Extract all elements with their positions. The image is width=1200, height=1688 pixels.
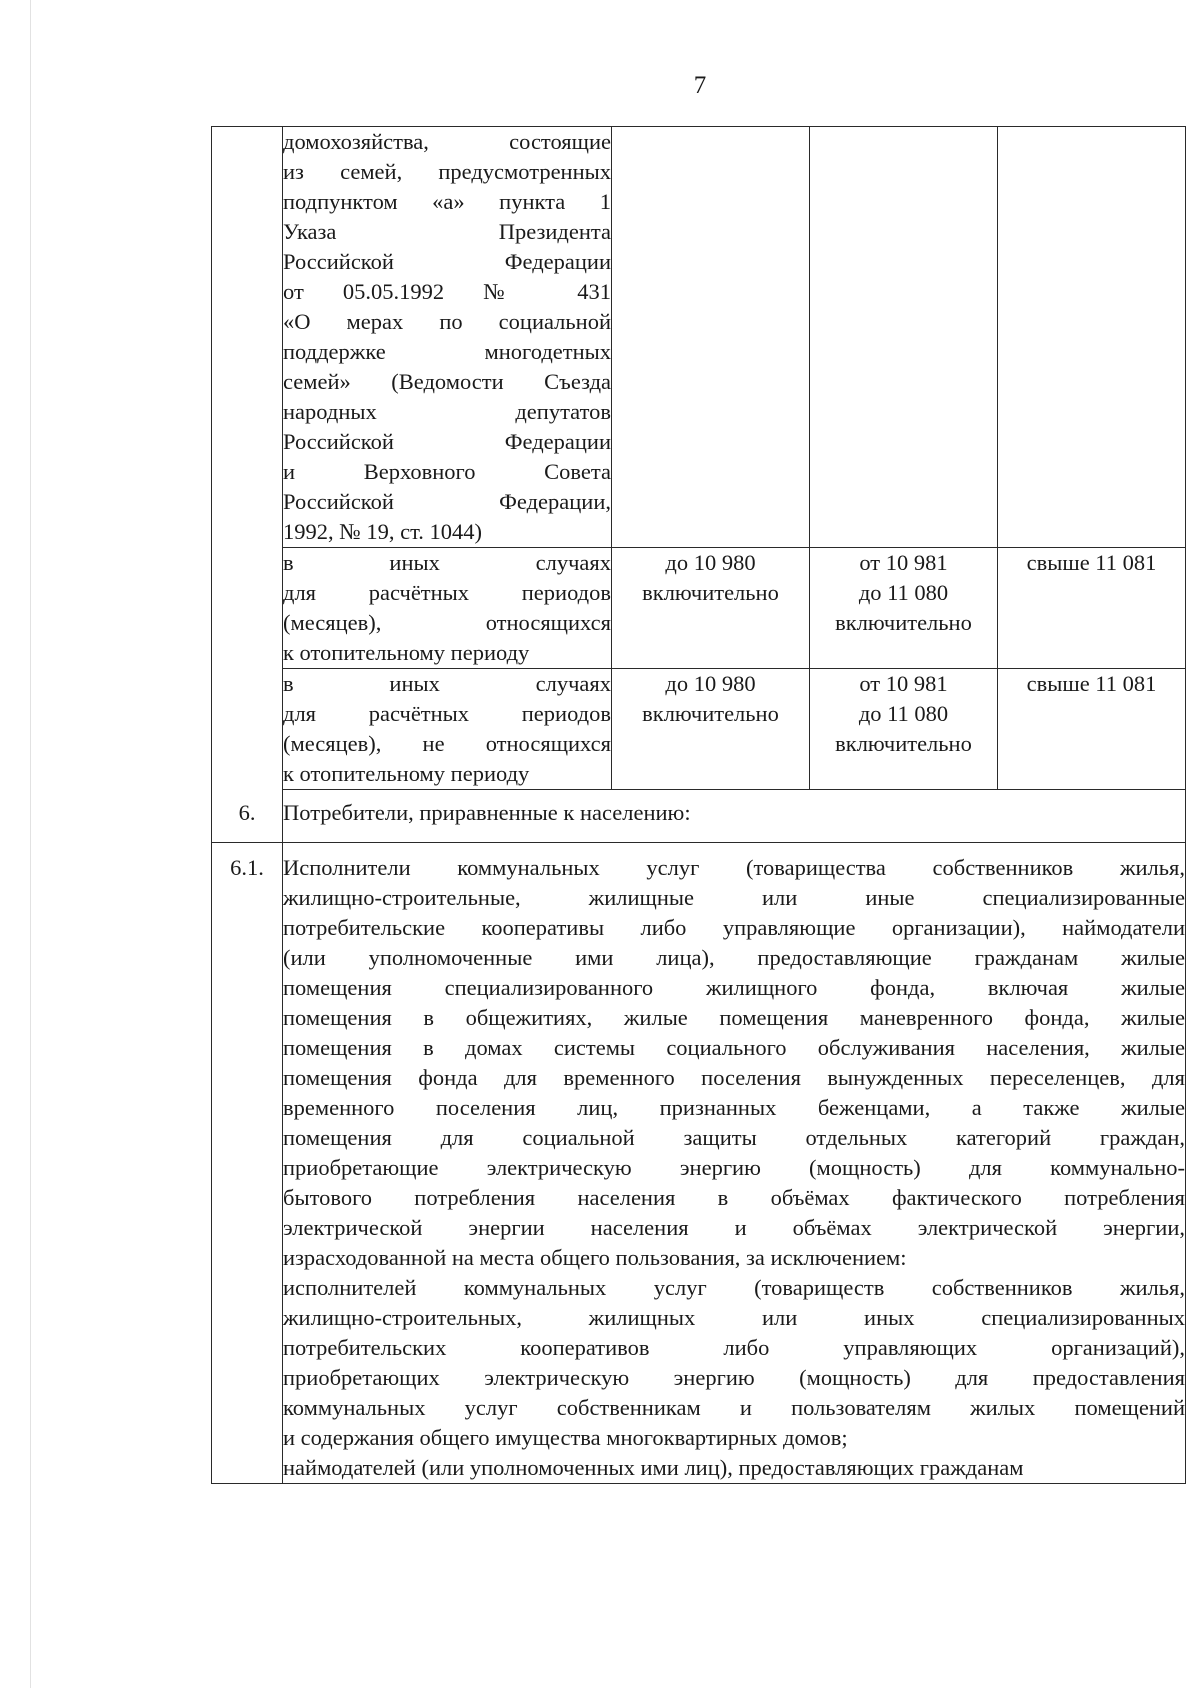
text-line: из семей, предусмотренных	[283, 159, 611, 184]
scan-edge-line	[30, 0, 31, 1688]
table-row-households	[212, 127, 1186, 548]
table-row-6	[212, 790, 1186, 843]
text-line: помещения для социальной защиты отдельных категорий граждан,	[283, 1125, 1185, 1150]
table-row-heating	[212, 548, 1186, 669]
text-line: помещения в домах системы социального обслуживания населения, жилые	[283, 1035, 1185, 1060]
text-line: от 05.05.1992 № 431	[283, 279, 611, 304]
text-line: Исполнители коммунальных услуг (товарищества собственников жилья,	[283, 855, 1185, 880]
text-line: до 10 980	[665, 550, 756, 575]
text-line: и содержания общего имущества многоквартирных домов;	[283, 1425, 848, 1450]
heating-range-low	[612, 548, 810, 669]
row-number-cell-empty	[212, 127, 283, 790]
row-6-number: 6.	[212, 790, 283, 843]
nonheating-range-high	[998, 669, 1186, 790]
households-col-c	[810, 127, 998, 548]
text-line: для расчётных периодов	[283, 701, 611, 726]
text-line: (или уполномоченные ими лица), предоставляющие гражданам жилые	[283, 945, 1185, 970]
text-line: временного поселения лиц, признанных беженцами, а также жилые	[283, 1095, 1185, 1120]
text-line: наймодателей (или уполномоченных ими лиц), предоставляющих гражданам	[283, 1455, 1024, 1480]
row-6-1-number: 6.1.	[212, 843, 283, 1484]
text-line: домохозяйства, состоящие	[283, 129, 611, 154]
text-line: приобретающих электрическую энергию (мощность) для предоставления	[283, 1365, 1185, 1390]
text-line: бытового потребления населения в объёмах фактического потребления	[283, 1185, 1185, 1210]
text-line: до 10 980	[665, 671, 756, 696]
text-line: включительно	[835, 731, 972, 756]
text-line: Указа Президента	[283, 219, 611, 244]
text-line: помещения фонда для временного поселения вынужденных переселенцев, для	[283, 1065, 1185, 1090]
households-description	[283, 127, 612, 548]
text-line: в иных случаях	[283, 550, 611, 575]
text-line: к отопительному периоду	[283, 761, 530, 786]
page-number: 7	[693, 72, 707, 99]
text-line: Российской Федерации,	[283, 489, 611, 514]
text-line: жилищно-строительных, жилищных или иных специализированных	[283, 1305, 1185, 1330]
table-row-nonheating	[212, 669, 1186, 790]
text-line: до 11 080	[858, 580, 949, 605]
text-line: израсходованной на места общего пользования, за исключением:	[283, 1245, 907, 1270]
text-line: включительно	[642, 580, 779, 605]
text-line: народных депутатов	[283, 399, 611, 424]
text-line: для расчётных периодов	[283, 580, 611, 605]
heating-range-high	[998, 548, 1186, 669]
text-line: поддержке многодетных	[283, 339, 611, 364]
text-line: коммунальных услуг собственникам и пользователям жилых помещений	[283, 1395, 1185, 1420]
nonheating-range-mid	[810, 669, 998, 790]
heating-range-mid	[810, 548, 998, 669]
text-line: до 11 080	[858, 701, 949, 726]
text-line: свыше 11 081	[1026, 671, 1157, 696]
text-line: семей» (Ведомости Съезда	[283, 369, 611, 394]
text-line: 1992, № 19, ст. 1044)	[283, 519, 482, 544]
households-col-d	[998, 127, 1186, 548]
text-line: «О мерах по социальной	[283, 309, 611, 334]
table-row-6-1	[212, 843, 1186, 1484]
text-line: помещения в общежитиях, жилые помещения маневренного фонда, жилые	[283, 1005, 1185, 1030]
text-line: потребительских кооперативов либо управляющих организаций),	[283, 1335, 1185, 1360]
text-line: подпунктом «а» пункта 1	[283, 189, 611, 214]
text-line: (месяцев), не относящихся	[283, 731, 611, 756]
households-col-b	[612, 127, 810, 548]
tariff-table	[211, 126, 1186, 1484]
text-line: от 10 981	[859, 671, 948, 696]
text-line: Российской Федерации	[283, 249, 611, 274]
row-6-1-text	[283, 843, 1186, 1484]
text-line: электрической энергии населения и объёмах электрической энергии,	[283, 1215, 1185, 1240]
text-line: включительно	[835, 610, 972, 635]
text-line: помещения специализированного жилищного фонда, включая жилые	[283, 975, 1185, 1000]
text-line: к отопительному периоду	[283, 640, 530, 665]
text-line: в иных случаях	[283, 671, 611, 696]
row-6-text: Потребители, приравненные к населению:	[283, 790, 1186, 843]
text-line: (месяцев), относящихся	[283, 610, 611, 635]
text-line: приобретающие электрическую энергию (мощность) для коммунально-	[283, 1155, 1185, 1180]
text-line: от 10 981	[859, 550, 948, 575]
nonheating-range-low	[612, 669, 810, 790]
text-line: Российской Федерации	[283, 429, 611, 454]
nonheating-description	[283, 669, 612, 790]
text-line: и Верховного Совета	[283, 459, 611, 484]
text-line: включительно	[642, 701, 779, 726]
heating-description	[283, 548, 612, 669]
text-line: жилищно-строительные, жилищные или иные специализированные	[283, 885, 1185, 910]
text-line: потребительские кооперативы либо управляющие организации), наймодатели	[283, 915, 1185, 940]
text-line: исполнителей коммунальных услуг (товариществ собственников жилья,	[283, 1275, 1185, 1300]
text-line: свыше 11 081	[1026, 550, 1157, 575]
